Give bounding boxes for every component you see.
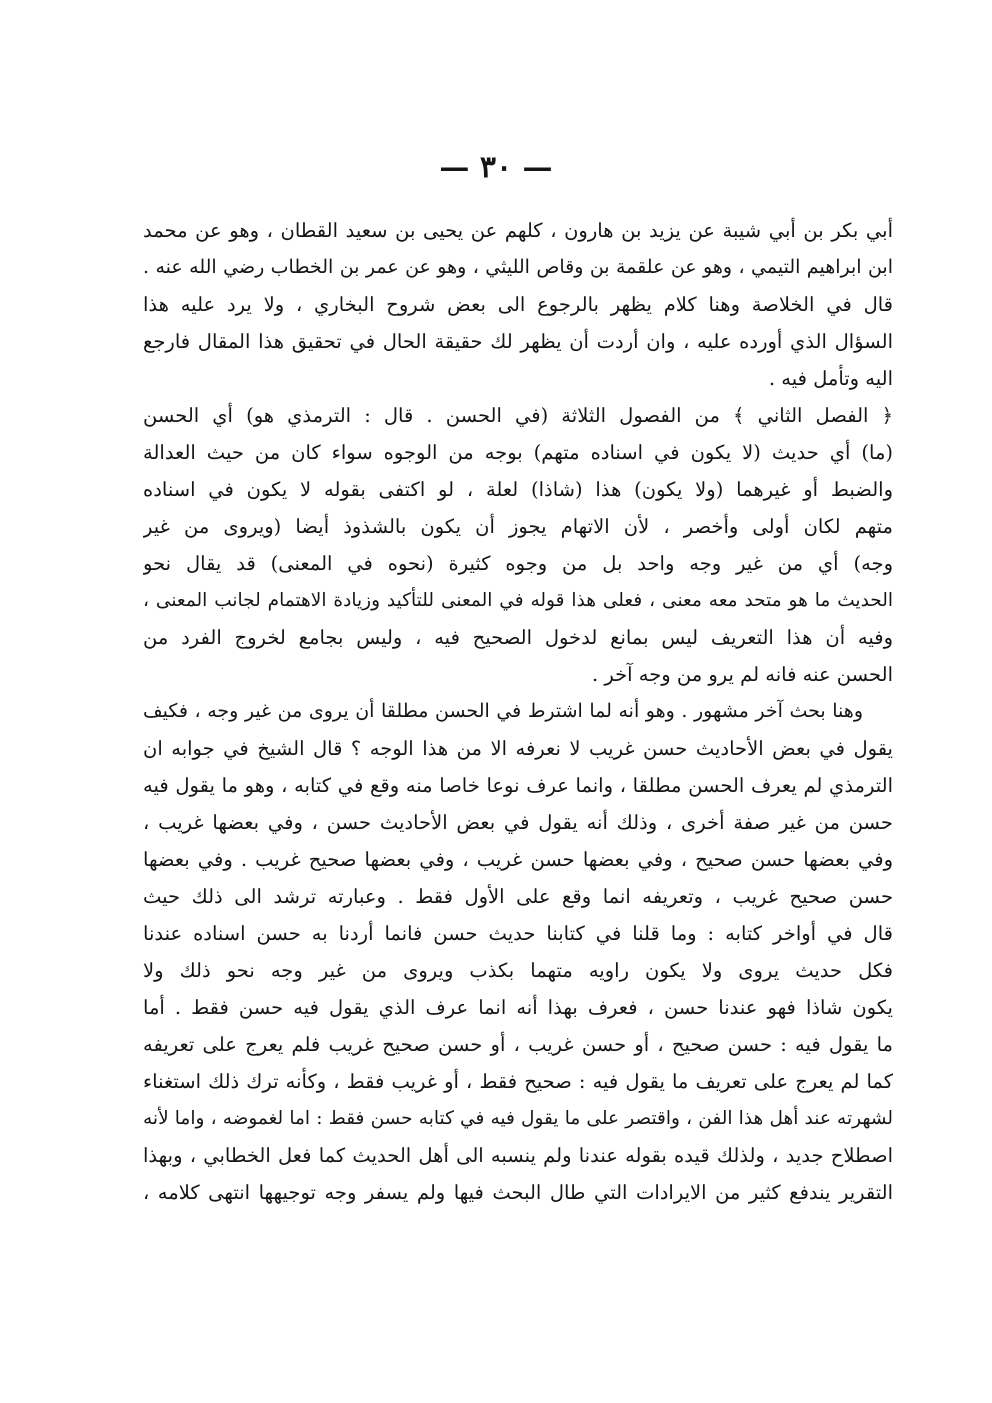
text-line: وفي بعضها حسن صحيح ، وفي بعضها حسن غريب ، وفي بعضها صحيح غريب . وفي بعضها <box>143 848 893 871</box>
text-line: قال في أواخر كتابه : وما قلنا في كتابنا حديث حسن فانما أردنا به حسن اسناده عندنا <box>143 922 893 945</box>
text-line: والضبط أو غيرهما (ولا يكون) هذا (شاذا) لعلة ، لو اكتفى بقوله لا يكون في اسناده <box>143 478 893 501</box>
text-line: التقرير يندفع كثير من الايرادات التي طال البحث فيها ولم يسفر وجه توجيهها انتهى كلامه ، <box>143 1181 893 1204</box>
text-line: يقول في بعض الأحاديث حسن غريب لا نعرفه الا من هذا الوجه ؟ قال الشيخ في جوابه ان <box>143 737 893 760</box>
body-text <box>143 212 893 1211</box>
text-line: الترمذي لم يعرف الحسن مطلقا ، وانما عرف نوعا خاصا منه وقع في كتابه ، وهو ما يقول فيه <box>143 774 893 797</box>
text-line: وفيه أن هذا التعريف ليس بمانع لدخول الصحيح فيه ، وليس بجامع لخروج الفرد من <box>143 626 893 649</box>
text-line: حسن من غير صفة أخرى ، وذلك أنه يقول في بعض الأحاديث حسن ، وفي بعضها غريب ، <box>143 811 893 834</box>
text-line: حسن صحيح غريب ، وتعريفه انما وقع على الأول فقط . وعبارته ترشد الى ذلك حيث <box>143 885 893 908</box>
text-line: الحسن عنه فانه لم يرو من وجه آخر . <box>591 663 893 686</box>
text-line: متهم لكان أولى وأخصر ، لأن الاتهام يجوز أن يكون بالشذوذ أيضا (ويروى من غير <box>143 515 893 538</box>
text-line: أبي بكر بن أبي شيبة عن يزيد بن هارون ، كلهم عن يحيى بن سعيد القطان ، وهو عن محمد <box>143 219 893 242</box>
text-line: ما يقول فيه : حسن صحيح ، أو حسن غريب ، أو حسن صحيح غريب فلم يعرج على تعريفه <box>143 1033 893 1056</box>
text-line: اصطلاح جديد ، ولذلك قيده بقوله عندنا ولم ينسبه الى أهل الحديث كما فعل الخطابي ، وبهذا <box>143 1144 893 1167</box>
text-line: وهنا بحث آخر مشهور . وهو أنه لما اشترط في الحسن مطلقا أن يروى من غير وجه ، فكيف <box>143 700 863 722</box>
text-line: فكل حديث يروى ولا يكون راويه متهما بكذب ويروى من غير وجه نحو ذلك ولا <box>143 959 893 982</box>
text-line: قال في الخلاصة وهنا كلام يظهر بالرجوع الى بعض شروح البخاري ، ولا يرد عليه هذا <box>143 293 893 316</box>
text-line: لشهرته عند أهل هذا الفن ، واقتصر على ما يقول فيه في كتابه حسن فقط : اما لغموضه ، واما لأنه <box>143 1108 893 1129</box>
text-line: السؤال الذي أورده عليه ، وان أردت أن يظهر لك حقيقة الحال في تحقيق هذا المقال فارجع <box>143 330 893 353</box>
text-line: ﴿ الفصل الثاني ﴾ من الفصول الثلاثة (في الحسن . قال : الترمذي هو) أي الحسن <box>143 404 893 427</box>
text-line: ابن ابراهيم التيمي ، وهو عن علقمة بن وقاص الليثي ، وهو عن عمر بن الخطاب رضي الله عنه . <box>143 256 893 278</box>
text-line: يكون شاذا فهو عندنا حسن ، فعرف بهذا أنه انما عرف الذي يقول فيه حسن فقط . أما <box>143 996 893 1019</box>
text-line: اليه وتأمل فيه . <box>768 367 893 390</box>
text-line: كما لم يعرج على تعريف ما يقول فيه : صحيح فقط ، أو غريب فقط ، وكأنه ترك ذلك استغناء <box>143 1070 893 1093</box>
text-line: وجه) أي من غير وجه واحد بل من وجوه كثيرة (نحوه في المعنى) قد يقال نحو <box>143 552 893 575</box>
page-number: — ٣٠ — <box>439 150 553 185</box>
text-line: الحديث ما هو متحد معه معنى ، فعلى هذا قوله في المعنى للتأكيد وزيادة الاهتمام لجانب المعنى ، <box>143 590 893 611</box>
text-line: (ما) أي حديث (لا يكون في اسناده متهم) بوجه من الوجوه سواء كان من حيث العدالة <box>143 441 893 464</box>
